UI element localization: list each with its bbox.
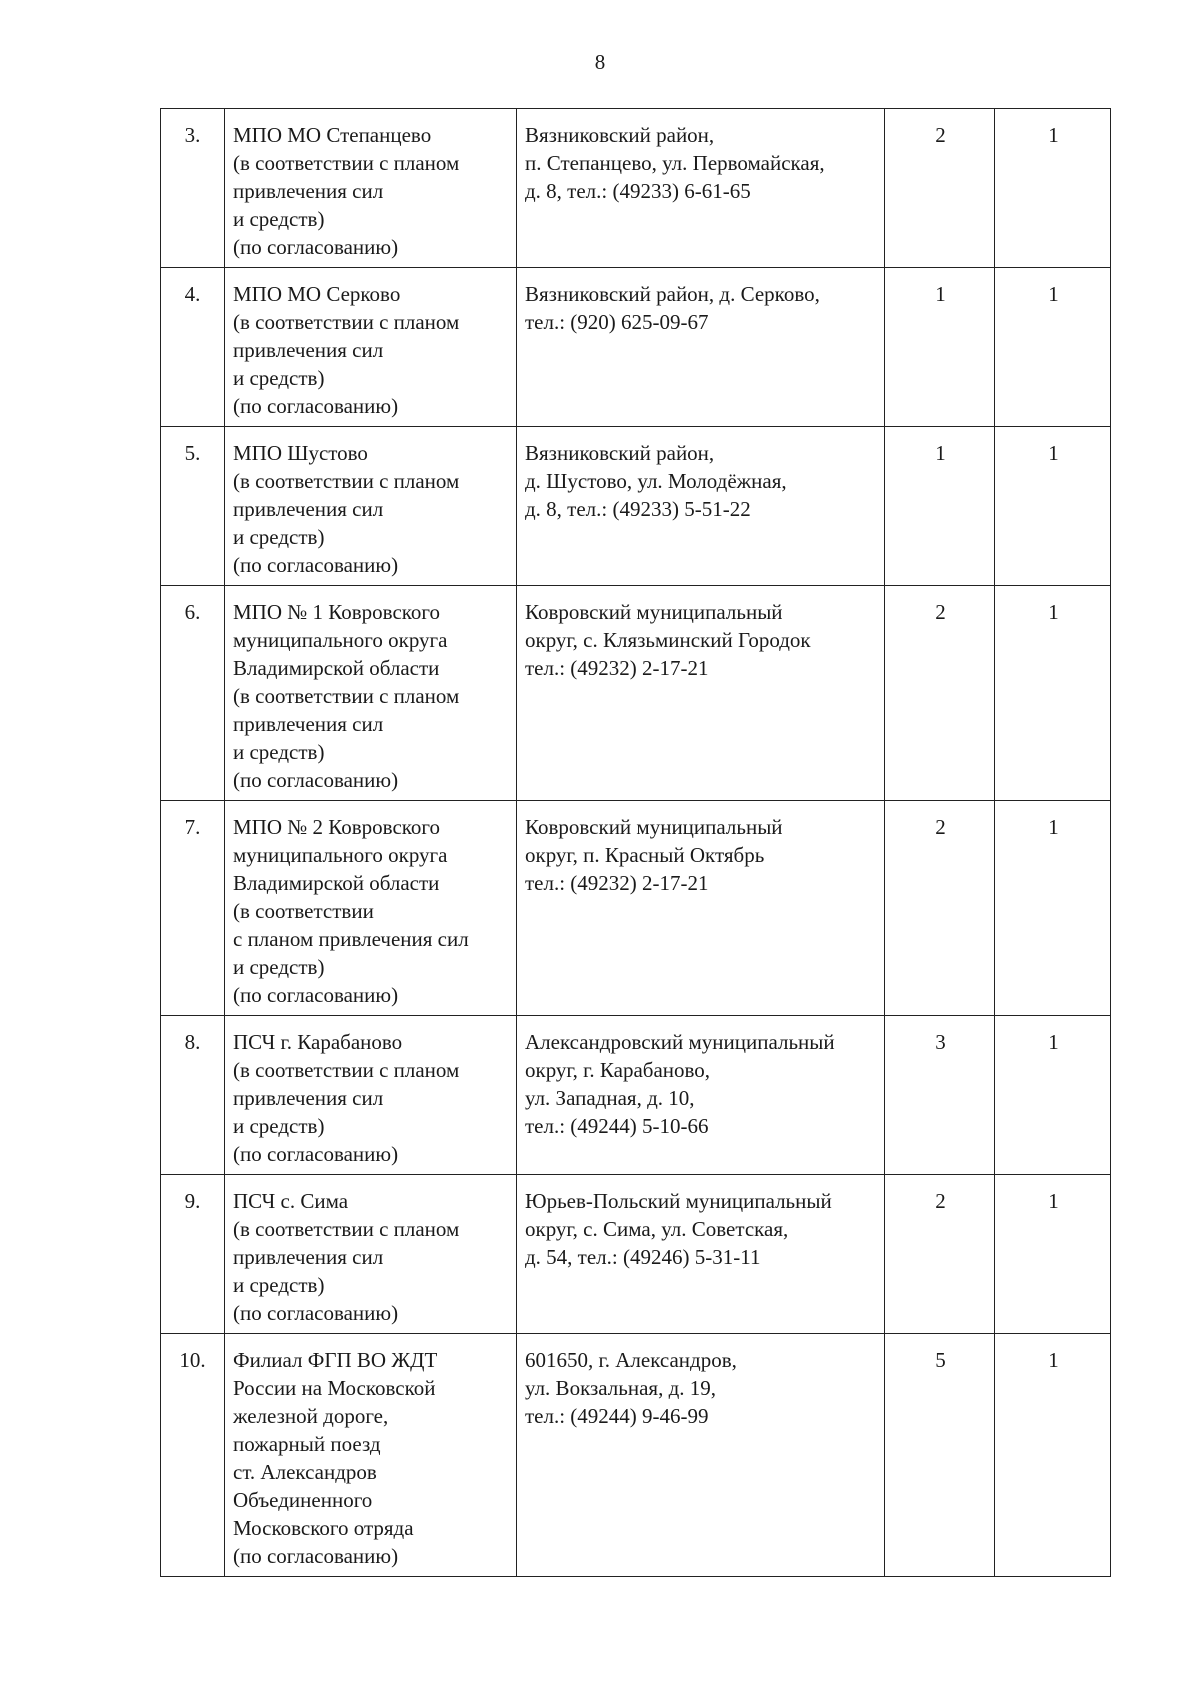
count-cell: 1 [995, 1016, 1111, 1175]
organization-cell [225, 427, 517, 586]
organization-line: (в соответствии с планом [233, 1217, 460, 1241]
address-line: Ковровский муниципальный [525, 600, 783, 624]
row-number: 6. [161, 586, 225, 801]
organization-line: железной дороге, [233, 1404, 389, 1428]
address-line: д. 54, тел.: (49246) 5-31-11 [525, 1245, 761, 1269]
address-line: Юрьев-Польский муниципальный [525, 1189, 832, 1213]
row-number: 7. [161, 801, 225, 1016]
count-cell: 1 [995, 586, 1111, 801]
organization-line: Владимирской области [233, 871, 440, 895]
address-cell [517, 1334, 885, 1577]
table-row [161, 1175, 1111, 1334]
address-line: тел.: (49232) 2-17-21 [525, 871, 709, 895]
organization-line: ст. Александров [233, 1460, 377, 1484]
address-line: тел.: (49232) 2-17-21 [525, 656, 709, 680]
count-cell: 3 [885, 1016, 995, 1175]
organization-cell [225, 1175, 517, 1334]
organization-line: привлечения сил [233, 712, 384, 736]
organization-line: (в соответствии с планом [233, 310, 460, 334]
organization-line: (в соответствии с планом [233, 151, 460, 175]
address-line: Вязниковский район, д. Серково, [525, 282, 820, 306]
count-cell: 2 [885, 586, 995, 801]
row-number: 3. [161, 109, 225, 268]
organization-line: муниципального округа [233, 628, 448, 652]
address-line: д. 8, тел.: (49233) 5-51-22 [525, 497, 751, 521]
address-line: Ковровский муниципальный [525, 815, 783, 839]
address-line: тел.: (49244) 9-46-99 [525, 1404, 709, 1428]
organization-line: привлечения сил [233, 338, 384, 362]
organization-line: (по согласованию) [233, 983, 399, 1007]
address-line: тел.: (49244) 5-10-66 [525, 1114, 709, 1138]
organization-line: (в соответствии [233, 899, 374, 923]
organization-line: (в соответствии с планом [233, 1058, 460, 1082]
row-number: 10. [161, 1334, 225, 1577]
count-cell: 1 [995, 268, 1111, 427]
organization-line: и средств) [233, 366, 325, 390]
address-line: ул. Вокзальная, д. 19, [525, 1376, 716, 1400]
count-cell: 2 [885, 109, 995, 268]
organization-line: МПО № 2 Ковровского [233, 815, 441, 839]
resources-table [160, 108, 1111, 1577]
organization-line: муниципального округа [233, 843, 448, 867]
organization-line: МПО МО Серково [233, 282, 401, 306]
table-row [161, 801, 1111, 1016]
organization-line: (по согласованию) [233, 553, 399, 577]
count-cell: 1 [995, 109, 1111, 268]
count-cell: 2 [885, 1175, 995, 1334]
address-cell [517, 268, 885, 427]
organization-line: МПО Шустово [233, 441, 368, 465]
table-row [161, 109, 1111, 268]
address-line: Александровский муниципальный [525, 1030, 835, 1054]
organization-line: и средств) [233, 1273, 325, 1297]
address-cell [517, 1175, 885, 1334]
address-line: округ, с. Клязьминский Городок [525, 628, 811, 652]
organization-cell [225, 801, 517, 1016]
organization-cell [225, 109, 517, 268]
row-number: 8. [161, 1016, 225, 1175]
address-line: Вязниковский район, [525, 441, 715, 465]
count-cell: 1 [885, 268, 995, 427]
count-cell: 1 [995, 801, 1111, 1016]
table-row [161, 427, 1111, 586]
count-cell: 5 [885, 1334, 995, 1577]
address-line: тел.: (920) 625-09-67 [525, 310, 709, 334]
organization-line: (в соответствии с планом [233, 469, 460, 493]
organization-line: (в соответствии с планом [233, 684, 460, 708]
organization-cell [225, 586, 517, 801]
organization-line: России на Московской [233, 1376, 436, 1400]
address-line: ул. Западная, д. 10, [525, 1086, 695, 1110]
organization-line: Объединенного [233, 1488, 373, 1512]
organization-line: ПСЧ с. Сима [233, 1189, 349, 1213]
organization-line: МПО № 1 Ковровского [233, 600, 441, 624]
count-cell: 1 [995, 427, 1111, 586]
organization-line: Владимирской области [233, 656, 440, 680]
count-cell: 1 [995, 1334, 1111, 1577]
address-cell [517, 109, 885, 268]
count-cell: 1 [995, 1175, 1111, 1334]
address-line: округ, с. Сима, ул. Советская, [525, 1217, 789, 1241]
organization-cell [225, 1016, 517, 1175]
row-number: 5. [161, 427, 225, 586]
organization-line: и средств) [233, 207, 325, 231]
organization-line: привлечения сил [233, 1245, 384, 1269]
address-line: д. Шустово, ул. Молодёжная, [525, 469, 787, 493]
organization-line: Московского отряда [233, 1516, 414, 1540]
organization-line: пожарный поезд [233, 1432, 381, 1456]
address-line: Вязниковский район, [525, 123, 715, 147]
organization-line: (по согласованию) [233, 768, 399, 792]
address-cell [517, 586, 885, 801]
organization-line: с планом привлечения сил [233, 927, 469, 951]
organization-line: привлечения сил [233, 179, 384, 203]
address-line: 601650, г. Александров, [525, 1348, 737, 1372]
row-number: 9. [161, 1175, 225, 1334]
page-number: 8 [594, 50, 606, 74]
address-line: д. 8, тел.: (49233) 6-61-65 [525, 179, 751, 203]
organization-line: и средств) [233, 1114, 325, 1138]
address-cell [517, 427, 885, 586]
organization-line: ПСЧ г. Карабаново [233, 1030, 403, 1054]
count-cell: 2 [885, 801, 995, 1016]
organization-line: привлечения сил [233, 497, 384, 521]
organization-line: (по согласованию) [233, 394, 399, 418]
table-row [161, 268, 1111, 427]
organization-line: (по согласованию) [233, 1142, 399, 1166]
address-line: округ, п. Красный Октябрь [525, 843, 765, 867]
organization-line: (по согласованию) [233, 1544, 399, 1568]
count-cell: 1 [885, 427, 995, 586]
organization-line: МПО МО Степанцево [233, 123, 432, 147]
table-body [161, 109, 1111, 1577]
organization-line: (по согласованию) [233, 235, 399, 259]
organization-line: и средств) [233, 525, 325, 549]
organization-line: Филиал ФГП ВО ЖДТ [233, 1348, 438, 1372]
organization-line: и средств) [233, 955, 325, 979]
address-cell [517, 1016, 885, 1175]
address-cell [517, 801, 885, 1016]
table-row [161, 586, 1111, 801]
table-row [161, 1334, 1111, 1577]
organization-cell [225, 268, 517, 427]
row-number: 4. [161, 268, 225, 427]
address-line: п. Степанцево, ул. Первомайская, [525, 151, 825, 175]
organization-cell [225, 1334, 517, 1577]
table-row [161, 1016, 1111, 1175]
organization-line: привлечения сил [233, 1086, 384, 1110]
organization-line: (по согласованию) [233, 1301, 399, 1325]
organization-line: и средств) [233, 740, 325, 764]
address-line: округ, г. Карабаново, [525, 1058, 711, 1082]
